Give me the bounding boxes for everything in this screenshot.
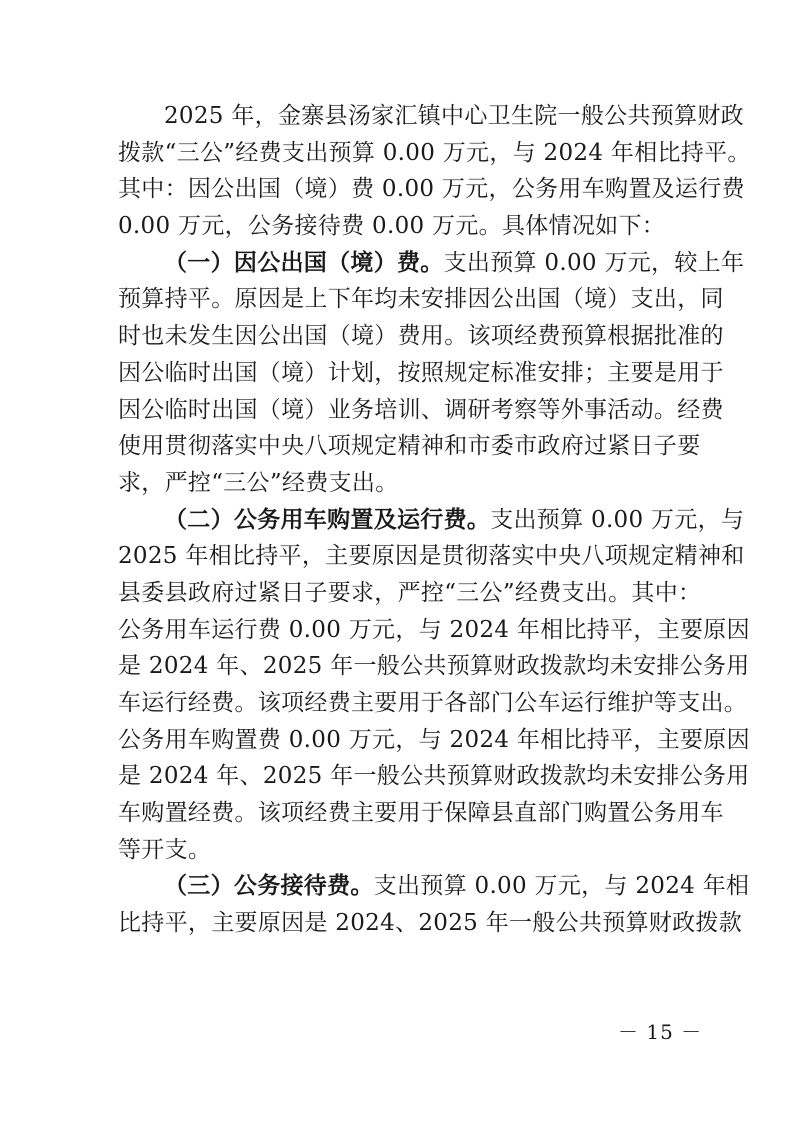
text-line: [118, 868, 750, 905]
text-line: [118, 245, 745, 282]
text-line: 0.00 万元，公务接待费 0.00 万元。具体情况如下：: [118, 213, 666, 240]
text-line: 是 2024 年、2025 年一般公共预算财政拨款均未安排公务用: [118, 653, 750, 680]
document-body: [118, 98, 751, 942]
text-line: [118, 502, 745, 539]
text-line: 时也未发生因公出国（境）费用。该项经费预算根据批准的: [118, 323, 724, 350]
text-line: 公务用车运行费 0.00 万元，与 2024 年相比持平，主要原因: [118, 616, 750, 643]
text-line: 使用贯彻落实中央八项规定精神和市委市政府过紧日子要: [118, 433, 701, 460]
text-line: 其中：因公出国（境）费 0.00 万元，公务用车购置及运行费: [118, 176, 745, 203]
text-run: 支出预算 0.00 万元，与 2024 年相: [373, 873, 750, 900]
section-heading: （二）公务用车购置及运行费。: [164, 506, 491, 533]
text-line: 因公临时出国（境）业务培训、调研考察等外事活动。经费: [118, 396, 724, 423]
text-line: 县委县政府过紧日子要求，严控“三公”经费支出。其中：: [118, 579, 702, 606]
text-line: 比持平，主要原因是 2024、2025 年一般公共预算财政拨款: [118, 910, 742, 937]
text-line: 公务用车购置费 0.00 万元，与 2024 年相比持平，主要原因: [118, 726, 750, 753]
text-line: 因公临时出国（境）计划，按照规定标准安排；主要是用于: [118, 359, 724, 386]
paragraph-intro: [118, 98, 751, 245]
text-line: 2025 年，金寨县汤家汇镇中心卫生院一般公共预算财政: [164, 103, 744, 129]
text-line: 车购置经费。该项经费主要用于保障县直部门购置公务用车: [118, 800, 724, 827]
section-heading: （一）因公出国（境）费。: [164, 249, 444, 276]
text-line: 预算持平。原因是上下年均未安排因公出国（境）支出，同: [118, 286, 724, 313]
section-heading: （三）公务接待费。: [164, 873, 374, 900]
text-line: 等开支。: [118, 836, 212, 863]
text-line: 车运行经费。该项经费主要用于各部门公车运行维护等支出。: [118, 690, 748, 716]
page-number: － 15 －: [618, 1020, 703, 1044]
text-line: 拨款“三公”经费支出预算 0.00 万元，与 2024 年相比持平。: [118, 139, 751, 166]
text-line: 2025 年相比持平，主要原因是贯彻落实中央八项规定精神和: [118, 543, 745, 570]
text-line: 求，严控“三公”经费支出。: [118, 469, 399, 496]
text-run: 支出预算 0.00 万元，与: [490, 506, 745, 533]
paragraph-overseas-travel: [118, 245, 745, 502]
paragraph-reception: [118, 868, 750, 941]
text-line: 是 2024 年、2025 年一般公共预算财政拨款均未安排公务用: [118, 763, 750, 790]
text-run: 支出预算 0.00 万元，较上年: [443, 249, 745, 276]
paragraph-official-vehicles: [118, 502, 750, 869]
